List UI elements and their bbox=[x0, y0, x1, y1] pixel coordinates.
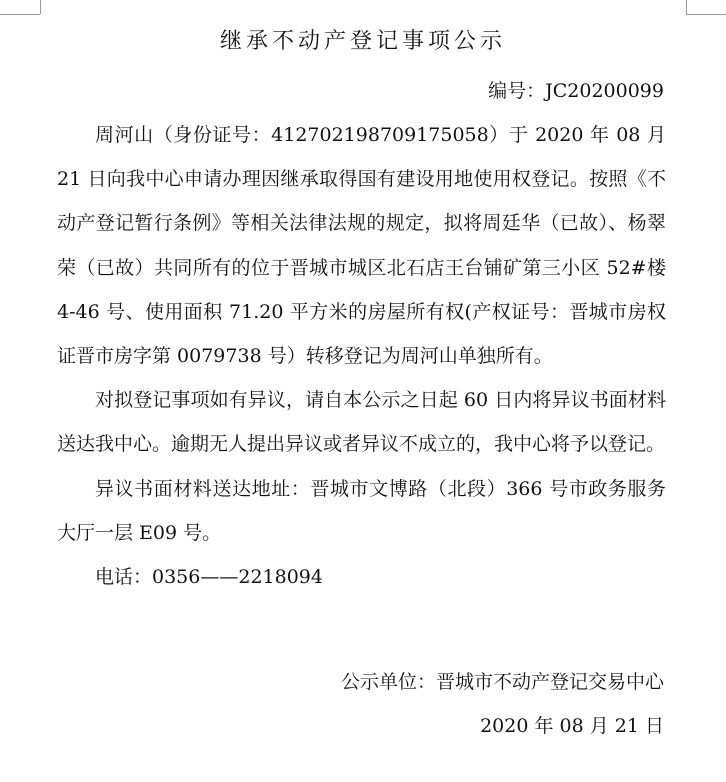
issuer-line: 公示单位：晋城市不动产登记交易中心 bbox=[340, 671, 664, 693]
paragraph-main: 周河山（身份证号：412702198709175058）于 2020 年 08 月 21 日向我中心申请办理因继承取得国有建设用地使用权登记。按照《不动产登记暂行条例》等相关法律法规的规定，拟将周廷华（已故）、杨翠荣（已故）共同所有的位于晋城市城区北石店王台铺矿第三小区 52#楼 4-46 号、使用面积 71.20 平方米的房屋所有权(产权证号：晋城市房权证晋市房字第 0079738 号）转移登记为周河山单独所有。 bbox=[57, 124, 666, 368]
document-body bbox=[57, 113, 666, 599]
issue-date: 2020 年 08 月 21 日 bbox=[480, 715, 664, 737]
paragraph-address: 异议书面材料送达地址：晋城市文博路（北段）366 号市政务服务大厅一层 E09 号。 bbox=[57, 477, 666, 544]
crop-mark-top-right bbox=[686, 14, 726, 15]
crop-mark-top-left bbox=[0, 14, 40, 15]
document-number: 编号：JC20200099 bbox=[488, 80, 664, 102]
document-title: 继承不动产登记事项公示 bbox=[219, 29, 506, 54]
crop-mark-top-right bbox=[686, 0, 687, 14]
paragraph-phone: 电话：0356——2218094 bbox=[95, 566, 323, 589]
crop-mark-top-left bbox=[40, 0, 41, 14]
paragraph-objection: 对拟登记事项如有异议，请自本公示之日起 60 日内将异议书面材料送达我中心。逾期无人提出异议或者异议不成立的，我中心将予以登记。 bbox=[57, 389, 666, 456]
